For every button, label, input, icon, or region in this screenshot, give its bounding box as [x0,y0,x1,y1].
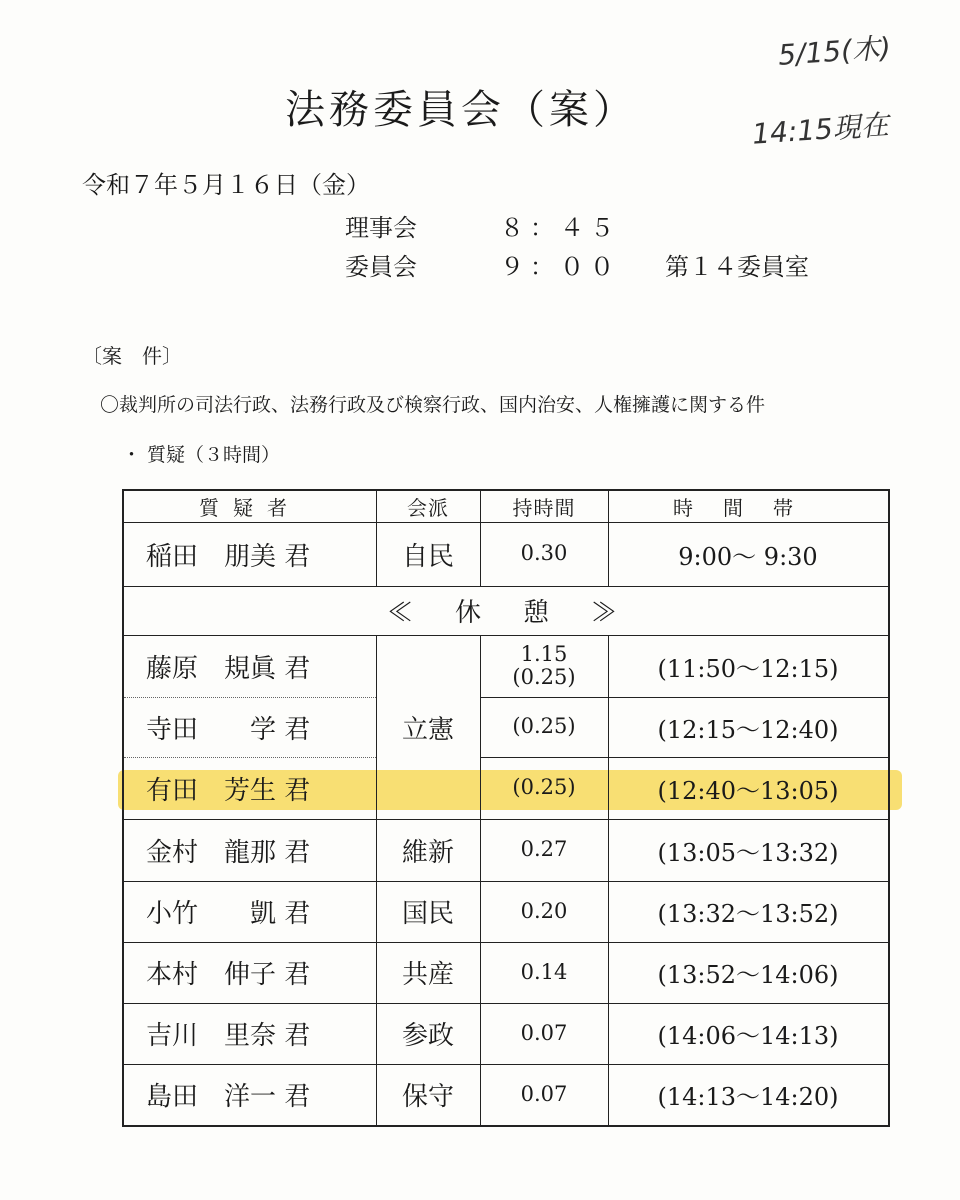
question-note [122,440,280,467]
agenda-item: 〇裁判所の司法行政、法務行政及び検察行政、国内治安、人権擁護に関する件 [100,394,766,416]
party-name: 参政 [401,1021,454,1051]
duration-value: 0.07 [520,1081,568,1106]
duration-value: 0.07 [520,1020,568,1045]
page-title: 法務委員会（案） [285,87,637,133]
duration-value: 0.20 [520,898,568,923]
agenda-heading: 〔案 件〕 [82,344,182,368]
party-name: 維新 [401,837,454,868]
schedule-time: ８：４５ [500,214,620,242]
timeslot-value: (14:06～14:13) [657,1022,839,1050]
question-note-text: 質疑（３時間） [147,444,281,466]
party-name: 自民 [401,541,454,572]
duration-value: (0.25) [512,714,576,739]
timeslot-value: 9:00～ 9:30 [678,542,818,571]
duration-cell [480,635,608,697]
duration-value: 0.14 [520,959,568,984]
party-name: 共産 [401,960,454,990]
header-duration: 持時間 [512,496,576,520]
schedule-time: ９：００ [500,253,620,281]
timeslot-value: (12:15～12:40) [657,715,839,744]
questioner-name: 藤原 規眞 君 [146,653,311,684]
schedule-label: 委員会 [345,253,417,281]
questioner-name: 寺田 学 君 [146,714,311,745]
questioner-name: 小竹 凱 君 [146,899,311,929]
schedule-room: 第１４委員室 [665,253,809,281]
bullet: ・ [122,444,142,466]
questioner-name: 有田 芳生 君 [146,775,311,806]
duration-value: (0.25) [512,775,576,800]
questioner-name: 金村 龍那 君 [146,837,311,868]
questioner-name: 稲田 朋美 君 [146,541,311,572]
questioner-name: 吉川 里奈 君 [146,1021,311,1051]
header-questioner: 質疑者 [199,496,301,520]
party-name-merged: 立憲 [401,714,454,745]
questioner-table [122,489,890,1127]
duration-value: 1.15 [520,641,568,666]
meeting-date: 令和７年５月１６日（金） [82,171,370,199]
questioner-name: 島田 洋一 君 [146,1082,311,1112]
duration-value: 0.30 [520,541,568,566]
duration-sub-value: (0.25) [512,665,576,689]
timeslot-value: (11:50～12:15) [657,654,839,683]
party-name: 保守 [401,1082,454,1112]
timeslot-value: (13:32～13:52) [657,900,839,928]
header-timeslot: 時間帯 [673,496,823,520]
handwritten-date-note: 5/15(木) [777,31,892,72]
timeslot-value: (12:40～13:05) [657,776,839,805]
timeslot-value: (13:05～13:32) [657,838,839,867]
handwritten-time-note: 14:15現在 [751,108,890,151]
schedule-label: 理事会 [345,214,417,242]
header-party: 会派 [407,496,449,520]
timeslot-value: (13:52～14:06) [657,961,839,989]
duration-value: 0.27 [520,837,568,862]
timeslot-value: (14:13～14:20) [657,1083,839,1111]
party-name: 国民 [401,899,454,929]
questioner-name: 本村 伸子 君 [146,960,311,990]
break-row: ≪ 休 憩 ≫ [386,598,625,628]
